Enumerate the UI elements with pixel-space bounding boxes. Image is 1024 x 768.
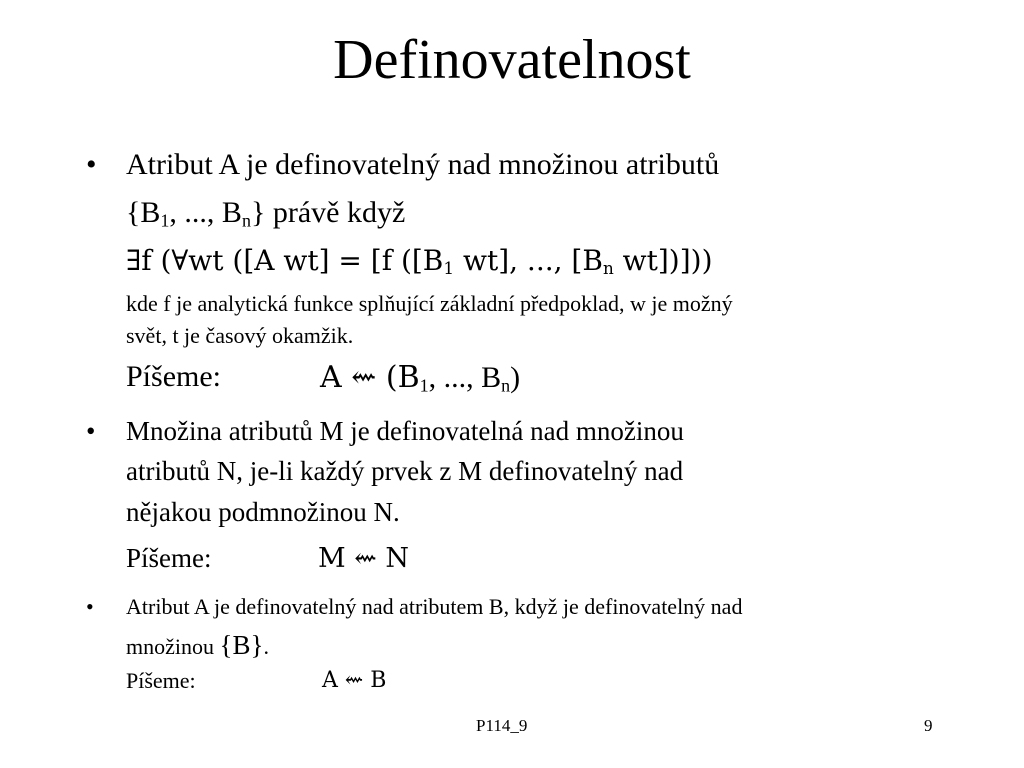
- piseme-formula-2: M ⇜ N: [318, 543, 410, 574]
- bullet-3-line-1: Atribut A je definovatelný nad atributem B, když je definovatelný nad: [126, 594, 743, 619]
- piseme-1-part-2: , ..., B: [428, 361, 502, 394]
- formula-subscript-n: n: [602, 258, 614, 279]
- set-close: } právě když: [250, 196, 406, 229]
- set-middle: , ..., B: [169, 196, 242, 229]
- note-line-1: kde f je analytická funkce splňující základní předpoklad, w je možný: [126, 291, 733, 316]
- bullet-2-marker: •: [86, 416, 96, 446]
- formula-part-3: wt])])): [613, 244, 713, 277]
- page-number: 9: [924, 716, 933, 735]
- formula-subscript-1: 1: [443, 258, 455, 279]
- piseme-1-subscript-n: n: [501, 375, 511, 396]
- set-open: {B: [126, 196, 161, 229]
- piseme-label-2: Píšeme:: [126, 543, 212, 573]
- bullet-1-line-2: [126, 196, 405, 230]
- bullet-3-line-2-text: množinou: [126, 634, 220, 659]
- bullet-2-line-2: atributů N, je-li každý prvek z M definovatelný nad: [126, 456, 684, 486]
- bullet-3-line-2-end: .: [263, 634, 269, 659]
- bullet-1-line-1: Atribut A je definovatelný nad množinou atributů: [126, 148, 720, 181]
- piseme-1-part-3: ): [510, 361, 521, 394]
- slide-code: P114_9: [476, 716, 528, 735]
- note-line-2: svět, t je časový okamžik.: [126, 323, 354, 348]
- definition-formula: [126, 244, 713, 277]
- subscript-1: 1: [160, 210, 170, 231]
- slide-title: Definovatelnost: [333, 29, 691, 91]
- bullet-1-marker: •: [86, 148, 97, 181]
- bullet-3-line-2: [126, 630, 269, 661]
- bullet-2-line-3: nějakou podmnožinou N.: [126, 497, 400, 527]
- piseme-1-part-1: A ⇜ (B: [320, 360, 420, 395]
- piseme-label-3: Píšeme:: [126, 668, 196, 693]
- piseme-formula-1: [320, 360, 520, 395]
- piseme-label-1: Píšeme:: [126, 360, 221, 393]
- bullet-2-line-1: Množina atributů M je definovatelná nad množinou: [126, 416, 684, 446]
- set-b: {B}: [219, 630, 264, 660]
- piseme-1-subscript-1: 1: [419, 375, 429, 396]
- bullet-3-marker: •: [86, 594, 94, 619]
- formula-part-2: wt], ..., [B: [454, 244, 603, 277]
- piseme-formula-3: A ⇜ B: [322, 668, 387, 693]
- formula-part-1: ∃f (∀wt ([A wt] = [f ([B: [126, 244, 444, 277]
- subscript-n: n: [241, 210, 251, 231]
